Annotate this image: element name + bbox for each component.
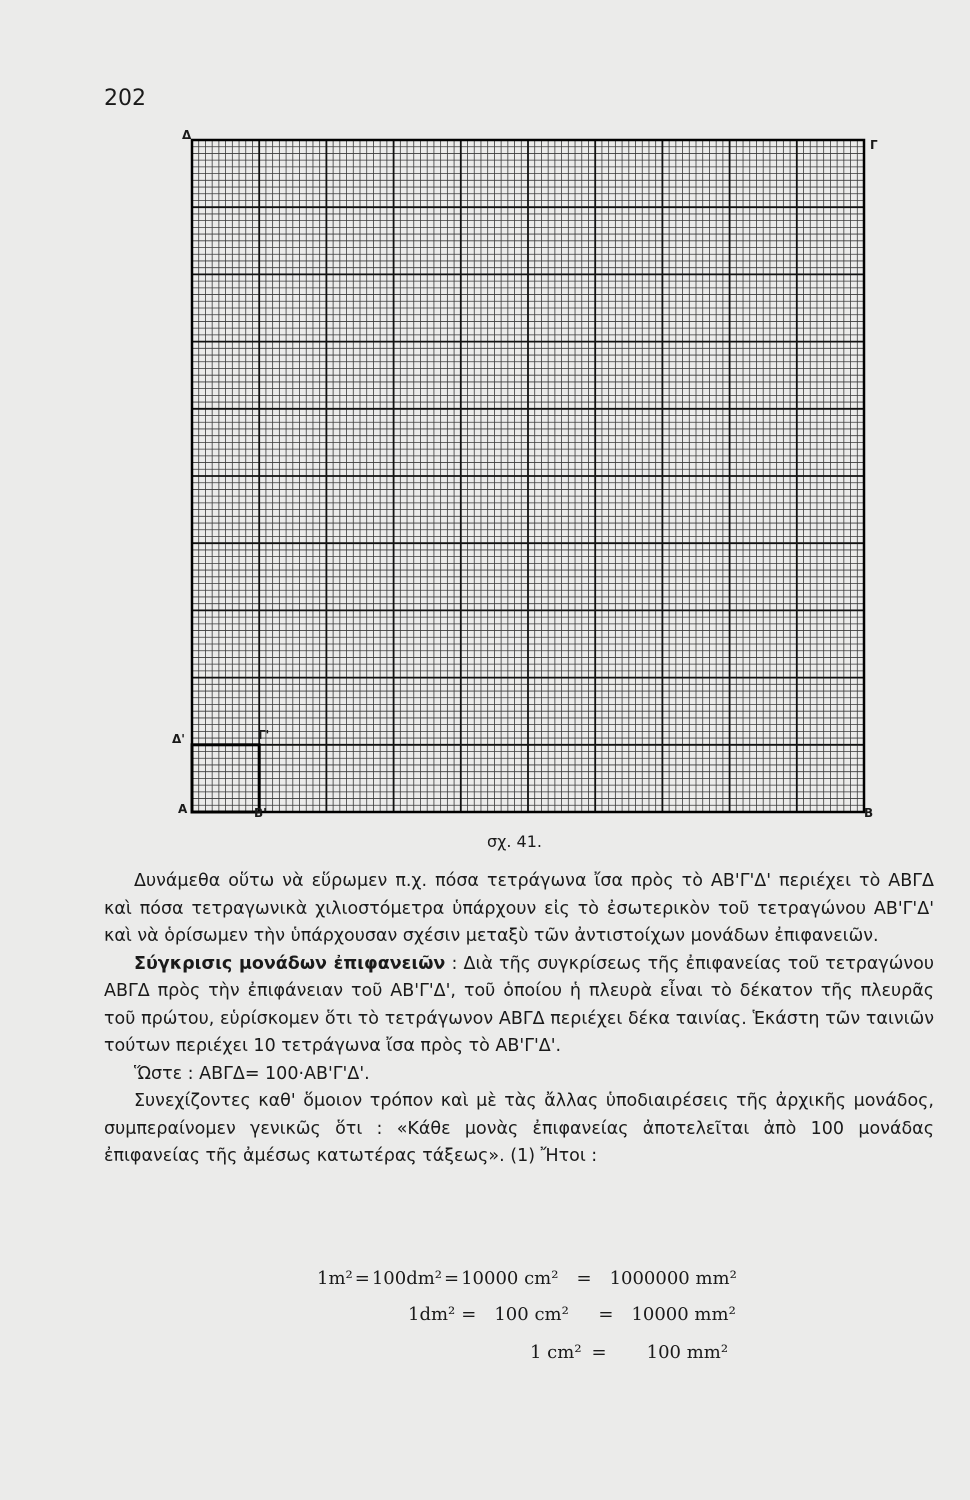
- eq1-equals-1: =: [354, 1268, 370, 1289]
- paragraph-1: Δυνάμεθα οὕτω νὰ εὕρωμεν π.χ. πόσα τετράγωνα ἴσα πρὸς τὸ ΑΒ'Γ'Δ' περιέχει τὸ ΑΒΓΔ καὶ πόσα τετραγωνικὰ χιλιοστόμετρα ὑπάρχουν εἰς τὸ ἐσωτερικὸν τοῦ τετραγώνου ΑΒ'Γ'Δ' καὶ νὰ ὁρίσωμεν τὴν ὑπάρχουσαν σχέσιν μεταξὺ τῶν ἀντιστοίχων μονάδων ἐπιφανειῶν.: [104, 871, 934, 946]
- eq3-equals-1: =: [591, 1342, 607, 1363]
- eq1-term-b: 100dm²: [371, 1268, 443, 1289]
- eq3-term-a: 1 cm²: [530, 1342, 582, 1363]
- eq3-term-b: 100 mm²: [646, 1342, 729, 1363]
- label-delta-prime: Δ': [172, 732, 185, 746]
- eq2-term-c: 10000 mm²: [631, 1304, 736, 1325]
- page-number: 202: [104, 86, 146, 111]
- figure-caption: σχ. 41.: [487, 832, 542, 851]
- label-beta-prime: Β': [254, 806, 267, 820]
- equation-row-3: [530, 1342, 728, 1363]
- label-gamma-prime: Γ': [258, 728, 270, 742]
- eq1-term-d: 1000000 mm²: [609, 1268, 737, 1289]
- label-beta: Β: [864, 806, 874, 820]
- eq1-equals-3: =: [576, 1268, 592, 1289]
- paragraph-3: Ὥστε : ΑΒΓΔ= 100·ΑΒ'Γ'Δ'.: [134, 1063, 370, 1084]
- label-gamma: Γ: [870, 138, 878, 152]
- paragraph-4: Συνεχίζοντες καθ' ὅμοιον τρόπον καὶ μὲ τὰς ἄλλας ὑποδιαιρέσεις τῆς ἀρχικῆς μονάδος, συμπεραίνομεν γενικῶς ὅτι : «Κάθε μονὰς ἐπιφανείας ἀποτελεῖται ἀπὸ 100 μονάδας ἐπιφανείας τῆς ἀμέσως κατωτέρας τάξεως». (1) Ἤτοι :: [104, 1091, 934, 1166]
- paragraph-2: [104, 951, 934, 1061]
- eq1-term-c: 10000 cm²: [461, 1268, 559, 1289]
- equation-row-1: [317, 1268, 737, 1289]
- eq2-equals-2: =: [598, 1304, 614, 1325]
- eq1-term-a: 1m²: [317, 1268, 353, 1289]
- eq1-equals-2: =: [444, 1268, 460, 1289]
- equation-row-2: [408, 1304, 736, 1325]
- section-heading: Σύγκρισις μονάδων ἐπιφανειῶν: [134, 953, 446, 974]
- label-alpha: Α: [178, 802, 188, 816]
- label-delta: Δ: [182, 128, 192, 142]
- eq2-equals-1: =: [461, 1304, 477, 1325]
- body-text: [104, 868, 934, 1171]
- eq2-term-b: 100 cm²: [494, 1304, 569, 1325]
- eq2-term-a: 1dm²: [408, 1304, 456, 1325]
- paragraph-2-text: : Διὰ τῆς συγκρίσεως τῆς ἐπιφανείας τοῦ τετραγώνου ΑΒΓΔ πρὸς τὴν ἐπιφάνειαν τοῦ ΑΒ'Γ'Δ', τοῦ ὁποίου ἡ πλευρὰ εἶναι τὸ δέκατον τῆς πλευρᾶς τοῦ πρώτου, εὑρίσκομεν ὅτι τὸ τετράγωνον ΑΒΓΔ περιέχει δέκα ταινίας. Ἑκάστη τῶν ταινιῶν τούτων περιέχει 10 τετράγωνα ἴσα πρὸς τὸ ΑΒ'Γ'Δ'.: [104, 953, 934, 1056]
